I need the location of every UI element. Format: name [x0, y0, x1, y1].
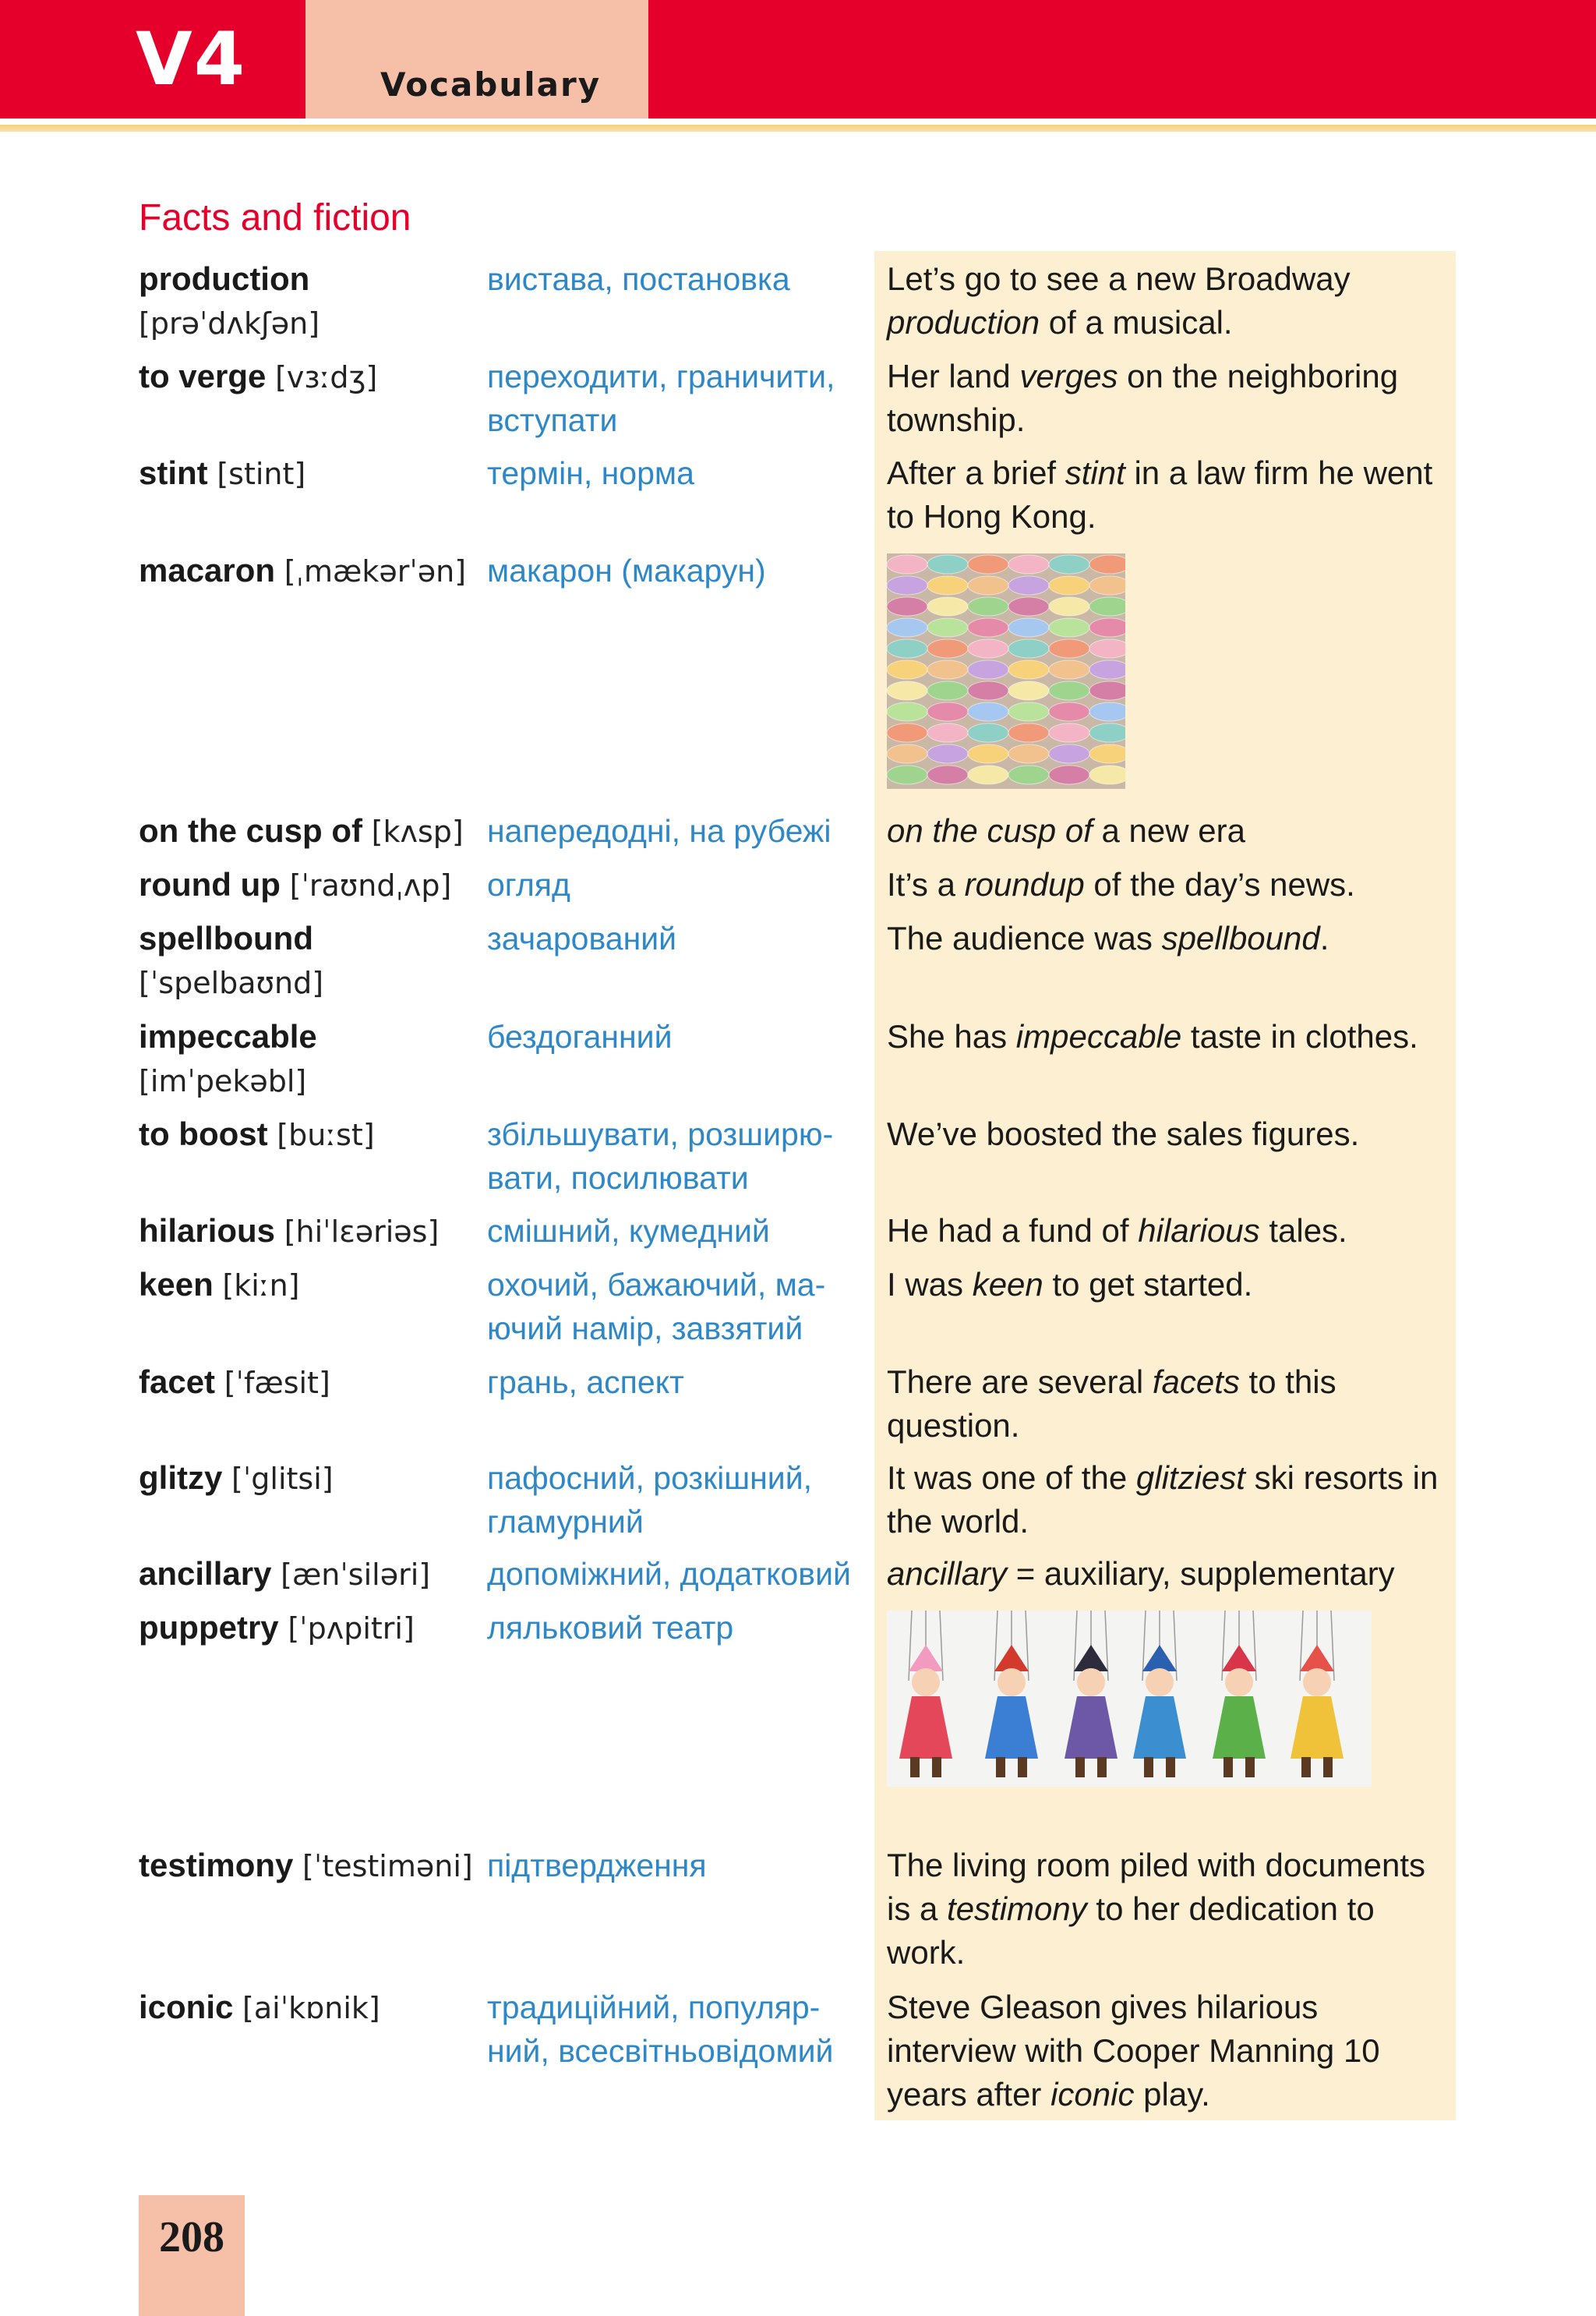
headword-cell — [139, 355, 474, 399]
transcription: [vɜːdʒ] — [275, 360, 378, 394]
headword: production — [139, 260, 310, 297]
transcription: [ˈpʌpitri] — [288, 1611, 415, 1646]
translation: зачарований — [487, 921, 677, 956]
example-sentence: I was keen to get started. — [887, 1266, 1253, 1303]
transcription: [kiːn] — [222, 1268, 300, 1303]
transcription: [ˌmækərˈən] — [284, 554, 467, 589]
example-sentence: on the cusp of a new era — [887, 812, 1245, 849]
transcription: [imˈpekəbl] — [139, 1064, 307, 1098]
headword: glitzy — [139, 1459, 223, 1496]
section-title: Facts and fiction — [139, 197, 411, 239]
translation: охочий, бажаючий, ма-ючий намір, завзятий — [487, 1267, 826, 1346]
headword: keen — [139, 1266, 214, 1303]
example-sentence: The audience was spellbound. — [887, 920, 1329, 956]
headword-cell — [139, 451, 474, 496]
headword: to verge — [139, 358, 267, 394]
transcription: [prəˈdʌkʃən] — [139, 306, 320, 341]
headword: macaron — [139, 552, 276, 589]
headword-cell — [139, 1015, 474, 1103]
example-sentence: The living room piled with documents is a testimony to her dedication to work. — [887, 1847, 1425, 1971]
transcription: [ˈfæsit] — [224, 1366, 330, 1400]
headword: spellbound — [139, 920, 313, 956]
example-sentence: She has impeccable taste in clothes. — [887, 1018, 1418, 1055]
headword-cell — [139, 863, 474, 907]
translation: термін, норма — [487, 455, 694, 491]
headword-cell — [139, 1606, 474, 1650]
translation: вистава, постановка — [487, 261, 790, 297]
translation: грань, аспект — [487, 1364, 684, 1400]
unit-code: V4 — [136, 17, 247, 102]
headword: on the cusp of — [139, 812, 362, 849]
example-sentence: It was one of the glitziest ski resorts in the world. — [887, 1459, 1439, 1540]
headword-cell — [139, 809, 474, 854]
headword: hilarious — [139, 1212, 276, 1249]
translation: переходити, граничити, вступати — [487, 359, 835, 438]
headword: to boost — [139, 1116, 268, 1152]
puppets-image — [887, 1611, 1372, 1787]
headword: testimony — [139, 1847, 294, 1883]
translation: напередодні, на рубежі — [487, 813, 832, 849]
headword-cell — [139, 1263, 474, 1307]
headword-cell — [139, 1112, 474, 1157]
headword-cell — [139, 1456, 474, 1501]
headword: ancillary — [139, 1555, 272, 1592]
transcription: [ˈspelbaʊnd] — [139, 966, 324, 1000]
headword: puppetry — [139, 1609, 279, 1646]
headword: round up — [139, 866, 281, 903]
header-rule — [0, 125, 1596, 132]
example-sentence: Let’s go to see a new Broadway production of a musical. — [887, 260, 1351, 341]
header-title: Vocabulary — [380, 65, 602, 104]
transcription: [buːst] — [277, 1118, 375, 1152]
transcription: [ˈtestiməni] — [302, 1849, 473, 1883]
macarons-image — [887, 553, 1125, 789]
example-sentence: There are several facets to this question. — [887, 1363, 1336, 1444]
translation: допоміжний, додатковий — [487, 1556, 851, 1592]
transcription: [ænˈsiləri] — [281, 1558, 431, 1592]
transcription: [ˈraʊndˌʌp] — [289, 868, 452, 903]
transcription: [hiˈlɛəriəs] — [284, 1215, 440, 1249]
translation: пафосний, розкішний, гламурний — [487, 1460, 812, 1540]
example-sentence: Her land verges on the neighboring township. — [887, 358, 1399, 438]
translation: смішний, кумедний — [487, 1213, 770, 1249]
translation: огляд — [487, 867, 570, 903]
headword-cell — [139, 1360, 474, 1405]
example-sentence: He had a fund of hilarious tales. — [887, 1212, 1347, 1249]
example-sentence: After a brief stint in a law firm he went to Hong Kong. — [887, 454, 1433, 535]
headword: stint — [139, 454, 208, 491]
page-number: 208 — [159, 2213, 224, 2261]
translation: макарон (макарун) — [487, 553, 766, 589]
translation: традиційний, популяр-ний, всесвітньовідомий — [487, 1989, 834, 2069]
example-sentence: Steve Gleason gives hilarious interview with Cooper Manning 10 years after iconic play. — [887, 1989, 1380, 2113]
example-sentence: We’ve boosted the sales figures. — [887, 1116, 1360, 1152]
headword: iconic — [139, 1989, 234, 2025]
transcription: [aiˈkɒnik] — [242, 1991, 380, 2025]
headword: facet — [139, 1363, 216, 1400]
headword-cell — [139, 1985, 474, 2030]
headword-cell — [139, 1209, 474, 1253]
transcription: [ˈglitsi] — [231, 1462, 334, 1496]
example-sentence: It’s a roundup of the day’s news. — [887, 866, 1355, 903]
headword: impeccable — [139, 1018, 317, 1055]
transcription: [kʌsp] — [371, 815, 464, 849]
translation: підтвердження — [487, 1847, 707, 1883]
translation: збільшувати, розширю-вати, посилювати — [487, 1116, 834, 1196]
headword-cell — [139, 917, 474, 1005]
translation: ляльковий театр — [487, 1610, 734, 1646]
headword-cell — [139, 1844, 474, 1888]
translation: бездоганний — [487, 1019, 673, 1055]
headword-cell — [139, 1552, 474, 1596]
headword-cell — [139, 549, 474, 593]
transcription: [stint] — [217, 457, 306, 491]
example-sentence: ancillary = auxiliary, supplementary — [887, 1555, 1395, 1592]
headword-cell — [139, 257, 474, 345]
